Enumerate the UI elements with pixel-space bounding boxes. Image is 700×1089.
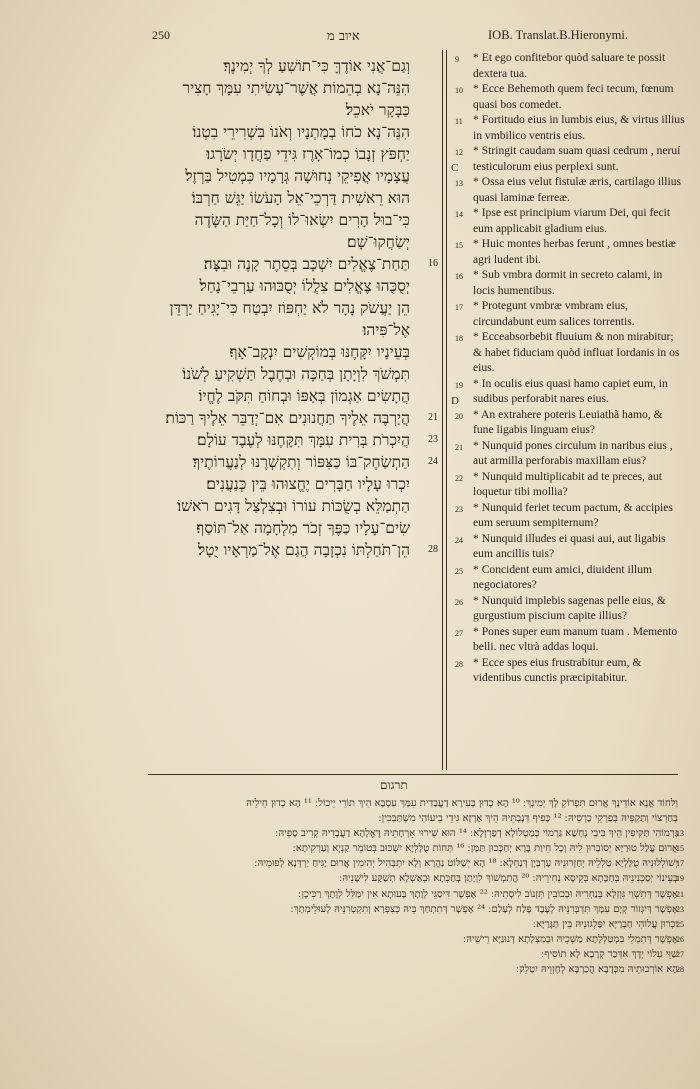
verse-text: * An extrahere poteris Leuiathã hamo, & fune ligabis linguam eius? <box>473 407 663 436</box>
verse-text: וְגַם־אֲנִי אוֹדֶךָּ כִּי־תוֹשִׁעַ לְךָ יְמִינֶךָ׃ <box>223 57 410 75</box>
latin-verse <box>453 562 685 593</box>
verse-text: יַחְפֹּץ זְנָבוֹ כְמוֹ־אָרֶז גִּידֵי פַחֲדָו יְשֹׂרָגוּ׃ <box>206 145 410 163</box>
verse-number: 28 <box>676 965 684 975</box>
verse-number: 10 <box>455 86 463 95</box>
targum-block <box>150 796 684 977</box>
latin-text-column <box>453 50 685 686</box>
hebrew-verse <box>148 143 440 165</box>
targum-divider <box>148 774 678 775</box>
verse-text: גַּרְמוֹהִי תַּקִּיפִין הֵיךְ בִּיבֵי נְחָשָׁא גַּרְמוֹי כְּמַטְלוֹלָא דְפַרְזְלָא ׃ ¹⁴ הוּא שֵׁירוּי אָרְחָתֵיהּ דֶּאֱלָהָא דַעֲבָדֵיהּ קְרִיב סָפֵיהּ ׃ <box>275 828 678 840</box>
hebrew-verse <box>148 451 440 473</box>
targum-line <box>150 826 684 841</box>
verse-number: 28 <box>455 659 463 669</box>
verse-text: * Nunquid feriet tecum pactum, & accipies eum seruum sempiternum? <box>473 500 673 529</box>
verse-text: בְּחַרְצוֹי וְתַקְפֵּיהּ בְּפַרְקֵי כַרְסֵיהּ ׃ ¹² כָּפִיף דְּנָבְתֵּיהּ הֵיךְ אַרְזָא גִּידֵי בֵיעוֹהִי מִשְׁתַּבְּכִין ׃ <box>378 813 678 825</box>
verse-number: 11 <box>455 117 463 126</box>
targum-line <box>150 871 684 886</box>
verse-number: 13 <box>676 829 684 839</box>
column-divider <box>442 50 443 770</box>
hebrew-verse <box>148 517 440 539</box>
verse-text: הִנֵּה־נָא כֹחוֹ בְמָתְנָיו וְאֹנוֹ בִּשְׁרִירֵי בִטְנוֹ׃ <box>192 123 410 141</box>
verse-text: שִׂים־עָלָיו כַּפֶּךָ זְכֹר מִלְחָמָה אַל־תּוֹסַף׃ <box>196 519 410 537</box>
hebrew-verse <box>148 121 440 143</box>
verse-text: וְלחוֹד אֲנָא אוֹדֵינָךְ אֲרוּם תִּפְרוֹקְ לָךְ יְמִינָךְ ׃ ¹⁰ הָא כְדוּן בְּעִירָא דַעֲבַדִית עִמָּךְ עִסְבָּא הֵיךְ תוֹרֵי יֵיכוֹל ׃ ¹¹ הָא כְדוּן חֵילֵיהּ <box>246 798 678 809</box>
latin-verse <box>453 50 685 81</box>
hebrew-verse <box>148 429 440 451</box>
verse-text: הֵן־תֹּחַלְתּוֹ נִכְזָבָה הֲגַם אֶל־מַרְאָיו יֻטָל׃ <box>197 541 410 559</box>
verse-text: תִּמְשֹׁךְ לִוְיָתָן בְּחַכָּה וּבְחֶבֶל תַּשְׁקִיעַ לְשֹׁנוֹ׃ <box>182 365 410 383</box>
verse-number: 27 <box>676 949 684 959</box>
verse-text: תַּחַת־צֶאֱלִים יִשְׁכָּב בְּסֵתֶר קָנֶה וּבִצָּה׃ <box>203 255 410 273</box>
latin-verse <box>453 81 685 112</box>
verse-text: הַתְמַלֵּא בְשֻׂכּוֹת עוֹרוֹ וּבְצִלְצַל דָּגִים רֹאשׁוֹ׃ <box>177 497 410 515</box>
verse-text: אֲרוּם עֲלַל טוּרַיָּא יְסוֹבְרוּן לֵיהּ וְכָל חֵיוַת בָּרָא יְחַכְּכוּן תַּמָּן ׃ ¹⁶ תְּחוֹת טֻלָּלְיָא יִשְׁכּוּב בְּטוֹמֵר קַנְיָא וְעַרְקִיתָא ׃ <box>292 843 678 855</box>
hebrew-verse <box>148 77 440 121</box>
verse-text: * Protegunt vmbræ vmbram eius, circundabunt eum salices torrentis. <box>473 299 635 328</box>
targum-line <box>150 856 684 871</box>
column-divider <box>446 50 447 770</box>
verse-text: הֲיַרְבֶּה אֵלֶיךָ תַּחֲנוּנִים אִם־יְדַבֵּר אֵלֶיךָ רַכּוֹת׃ <box>165 409 410 427</box>
verse-number: 13 <box>455 179 463 188</box>
hebrew-verse <box>148 209 440 253</box>
verse-text: הַתְשַׂחֶק־בּוֹ כַּצִּפּוֹר וְתִקְשְׁרֶנּוּ לְנַעֲרוֹתֶיךָ׃ <box>192 453 410 471</box>
hebrew-verse <box>148 297 440 341</box>
verse-text: * Concident eum amici, diuident illum negociatores? <box>473 562 653 591</box>
targum-title: תרגום <box>380 778 408 792</box>
verse-text: * Nunquid multiplicabit ad te preces, aut loquetur tibi mollia? <box>473 469 662 498</box>
verse-number: 21 <box>676 889 684 899</box>
targum-line <box>150 887 684 902</box>
verse-number: 20 <box>455 411 463 421</box>
verse-number: 23 <box>428 434 438 445</box>
latin-verse <box>453 655 685 686</box>
verse-number: 21 <box>455 442 463 452</box>
targum-line <box>150 932 684 947</box>
latin-verse <box>453 407 685 438</box>
verse-text: * Sub vmbra dormit in secreto calami, in locis humentibus. <box>473 268 663 297</box>
hebrew-verse <box>148 253 440 275</box>
verse-text: * Ecceabsorbebit fluuium & non mirabitur; & habet fiduciam quòd influat Iordanis in os eius. <box>473 330 680 374</box>
verse-number: 23 <box>455 504 463 514</box>
latin-verse <box>453 205 685 236</box>
verse-number: 19 <box>676 874 684 884</box>
verse-text: * Ecce spes eius frustrabitur eum, & videntibus cunctis præcipitabitur. <box>473 655 642 684</box>
verse-number: 28 <box>428 544 438 555</box>
hebrew-verse <box>148 341 440 363</box>
targum-line <box>150 796 678 811</box>
verse-text: הִנֵּה־נָא בְהֵמוֹת אֲשֶׁר־עָשִׂיתִי עִמָּךְ חָצִיר כַּבָּקָר יֹאכֵל׃ <box>182 79 410 119</box>
verse-text: אֶפְשָׁר דְּיִגְזוֹר קְיָם עִמָּךְ תִּדְבְּרִנֵּיהּ לְעֶבֶד פָּלַח לְעָלַם ׃ ²⁴ אֶפְשָׁר דְּתִתְחַךְ בֵּיהּ כְּצִפְּרָא וְתִקְטְרִנֵּיהּ לְעוּלֵימְתָךְ ׃ <box>290 903 678 915</box>
verse-text: אֶפְשָׁר דְּתִמְלֵי בִּמְטַלְלָתָא מַשְׁכֵיהּ וּבְמִצְלְתָא דְנוּנַיָּא רֵישֵׁיהּ ׃ <box>463 933 678 945</box>
verse-text: עֲצָמָיו אֲפִיקֵי נְחוּשָׁה גְּרָמָיו כִּמְטִיל בַּרְזֶל׃ <box>185 167 410 185</box>
targum-line <box>150 917 684 932</box>
verse-number: 19 <box>455 380 463 390</box>
verse-number: 16 <box>455 272 463 281</box>
verse-text: בְּעֵינוֹי יְסַכְּנִינֵיהּ בְּחַכָּתָא בְּקֵיסָא נְחִירֵיהּ ׃ ²⁰ הֲתִמְשׁוֹךְ לִוְיָתָן בְּחַכְּתָא וּבְאַשְׁלָא תְשַׁקַּע לִישָׁנֵיהּ ׃ <box>339 873 678 885</box>
verse-text: כִּי־בוּל הָרִים יִשְׂאוּ־לוֹ וְכָל־חַיַּת הַשָּׂדֶה יְשַׂחֲקוּ־שָׁם׃ <box>194 211 410 251</box>
latin-verse <box>453 438 685 469</box>
targum-line <box>150 841 684 856</box>
latin-verse <box>453 469 685 500</box>
verse-number: 9 <box>455 55 459 64</box>
targum-line <box>150 811 678 826</box>
hebrew-text-column <box>148 55 440 561</box>
latin-verse <box>453 500 685 531</box>
verse-number: 22 <box>455 473 463 483</box>
verse-text: אֶפְשָׁר דְּתִשְׁוֵי גִּוְזְלָא בְּנַחְרֵיהּ וּבְכוֹבִין תִּזְנוֹב לִיסָתֵיהּ ׃ ²² אֶפְשָׁר דִּיסַגֵּי לְוָתָךְ בָּעוּתָא אִין יִמַּלֵּל לְוָתָךְ רַכִּיכָן ׃ <box>298 888 678 900</box>
latin-verse <box>453 329 685 376</box>
verse-text: הֲיִכְרֹת בְּרִית עִמָּךְ תִּקָּחֶנּוּ לְעֶבֶד עוֹלָם׃ <box>197 431 410 449</box>
verse-number: 24 <box>455 535 463 545</box>
hebrew-verse <box>148 407 440 429</box>
hebrew-verse <box>148 473 440 495</box>
verse-text: * Et ego confitebor quòd saluare te possit dextera tua. <box>473 51 666 80</box>
book-name-hebrew: איוב מ <box>327 29 360 44</box>
verse-text: * Nunquid pones circulum in naribus eius , aut armilla perforabis maxillam eius? <box>473 438 673 467</box>
verse-text: * Nunquid illudes ei quasi aui, aut ligabis eum ancillis tuis? <box>473 531 666 560</box>
verse-text: הֵן יַעֲשֹׁק נָהָר לֹא יַחְפּוֹז יִבְטַח כִּי־יָגִיחַ יַרְדֵּן אֶל־פִּיהוּ׃ <box>169 299 410 339</box>
latin-verse <box>453 174 685 205</box>
verse-text: הוּא רֵאשִׁית דַּרְכֵי־אֵל הָעֹשׂוֹ יַגֵּשׁ חַרְבּוֹ׃ <box>191 189 410 207</box>
verse-text: * Stringit caudam suam quasi cedrum , neruí testiculorum eius perplexi sunt. <box>473 144 681 173</box>
latin-verse <box>453 236 685 267</box>
verse-text: הָא אוֹרְכוּתֵיהּ מִכְּדָבָא הֲכַרְבָּא לְחֶזְוֵיהּ יִטְלֵק ׃ <box>515 964 678 976</box>
verse-text: * Ecce Behemoth quem feci tecum, fœnum quasi bos comedet. <box>473 82 674 111</box>
verse-number: 25 <box>455 566 463 576</box>
verse-number: 15 <box>676 844 684 854</box>
verse-number: 18 <box>455 334 463 343</box>
verse-text: שַׁוֵּי עִלוֹי יְדָךְ אִדְּכַר קְרָבָא לָא תוֹסִיף ׃ <box>541 948 678 960</box>
marginal-letter: C <box>451 162 459 174</box>
verse-number: 16 <box>428 258 438 269</box>
hebrew-verse <box>148 165 440 187</box>
latin-verse <box>453 267 685 298</box>
folio-number-left: 250 <box>152 28 170 42</box>
hebrew-verse <box>148 55 440 77</box>
verse-text: * Huic montes herbas ferunt , omnes bestiæ agri ludent ibi. <box>473 237 676 266</box>
verse-text: * Pones super eum manum tuam . Memento belli. nec vltrà addas loqui. <box>473 624 678 653</box>
targum-line <box>150 902 684 917</box>
verse-number: 27 <box>455 628 463 638</box>
verse-text: * Nunquid implebis sagenas pelle eius, & gurgustium piscium capite illius? <box>473 593 666 622</box>
latin-verse <box>453 531 685 562</box>
hebrew-verse <box>148 363 440 385</box>
latin-verse <box>453 376 685 407</box>
verse-text: יִכְרוּן עֲלוֹהִי חַבְרַיָּא יִפַּלְגוּנֵיהּ בֵּין תַּגָּרַיָּא ׃ <box>532 918 678 930</box>
verse-number: 26 <box>676 934 684 944</box>
verse-text: * Ossa eius velut fistulæ æris, cartilago illius quasi laminæ ferreæ. <box>473 175 682 204</box>
running-title-right: IOB. Translat.B.Hieronymi. <box>488 28 628 42</box>
latin-verse <box>453 624 685 655</box>
verse-text: יְסֻכֻּהוּ צֶאֱלִים צִלֲלוֹ יְסֻבּוּהוּ עַרְבֵי־נָחַל׃ <box>199 277 410 295</box>
verse-number: 26 <box>455 597 463 607</box>
verse-text: בְּעֵינָיו יִקָּחֶנּוּ בְּמוֹקְשִׁים יִנְקָב־אָף׃ <box>229 343 410 361</box>
hebrew-verse <box>148 495 440 517</box>
verse-number: 21 <box>428 412 438 423</box>
verse-text: הֲתָשִׂים אַגְמוֹן בְּאַפּוֹ וּבְחוֹחַ תִּקֹּב לֶחֱיוֹ׃ <box>198 387 410 405</box>
latin-verse <box>453 298 685 329</box>
verse-number: 12 <box>455 148 463 157</box>
verse-text: * Ipse est principium viarum Dei, qui fecit eum applicabit gladium eius. <box>473 206 671 235</box>
verse-text: יִכְרוּ עָלָיו חַבָּרִים יֶחֱצוּהוּ בֵּין כְּנַעֲנִים׃ <box>206 475 410 493</box>
hebrew-verse <box>148 187 440 209</box>
verse-text: * Fortitudo eius in lumbis eius, & virtus illius in vmbilico ventris eius. <box>473 113 685 142</box>
verse-number: 23 <box>676 904 684 914</box>
targum-line <box>150 962 684 977</box>
verse-text: יְשׁוֹלְלוּנֵיהּ טֻלָּלְיָא טַלְלֵיהּ יְחַזְרוּנֵיהּ עַרְבְּיָן דְּנַחְלָא ׃ ¹⁸ הָא יְשַׁלּוֹט נַהֲרָא וְלָא יִתְבְּהִיל יְהִימִין אֲרוּם יַגִּיחַ יַרְדְּנָא לְפוּמֵיהּ ׃ <box>254 858 678 870</box>
latin-verse <box>453 143 685 174</box>
latin-verse <box>453 593 685 624</box>
latin-verse <box>453 112 685 143</box>
marginal-letter: D <box>451 394 459 407</box>
verse-number: 25 <box>676 919 684 929</box>
verse-number: 15 <box>455 241 463 250</box>
verse-text: * In oculis eius quasi hamo capiet eum, in sudibus perforabit nares eius. <box>473 376 668 405</box>
targum-line <box>150 947 684 962</box>
verse-number: 14 <box>455 210 463 219</box>
verse-number: 17 <box>676 859 684 869</box>
hebrew-verse <box>148 539 440 561</box>
hebrew-verse <box>148 385 440 407</box>
verse-number: 17 <box>455 303 463 312</box>
hebrew-verse <box>148 275 440 297</box>
verse-number: 24 <box>428 456 438 467</box>
